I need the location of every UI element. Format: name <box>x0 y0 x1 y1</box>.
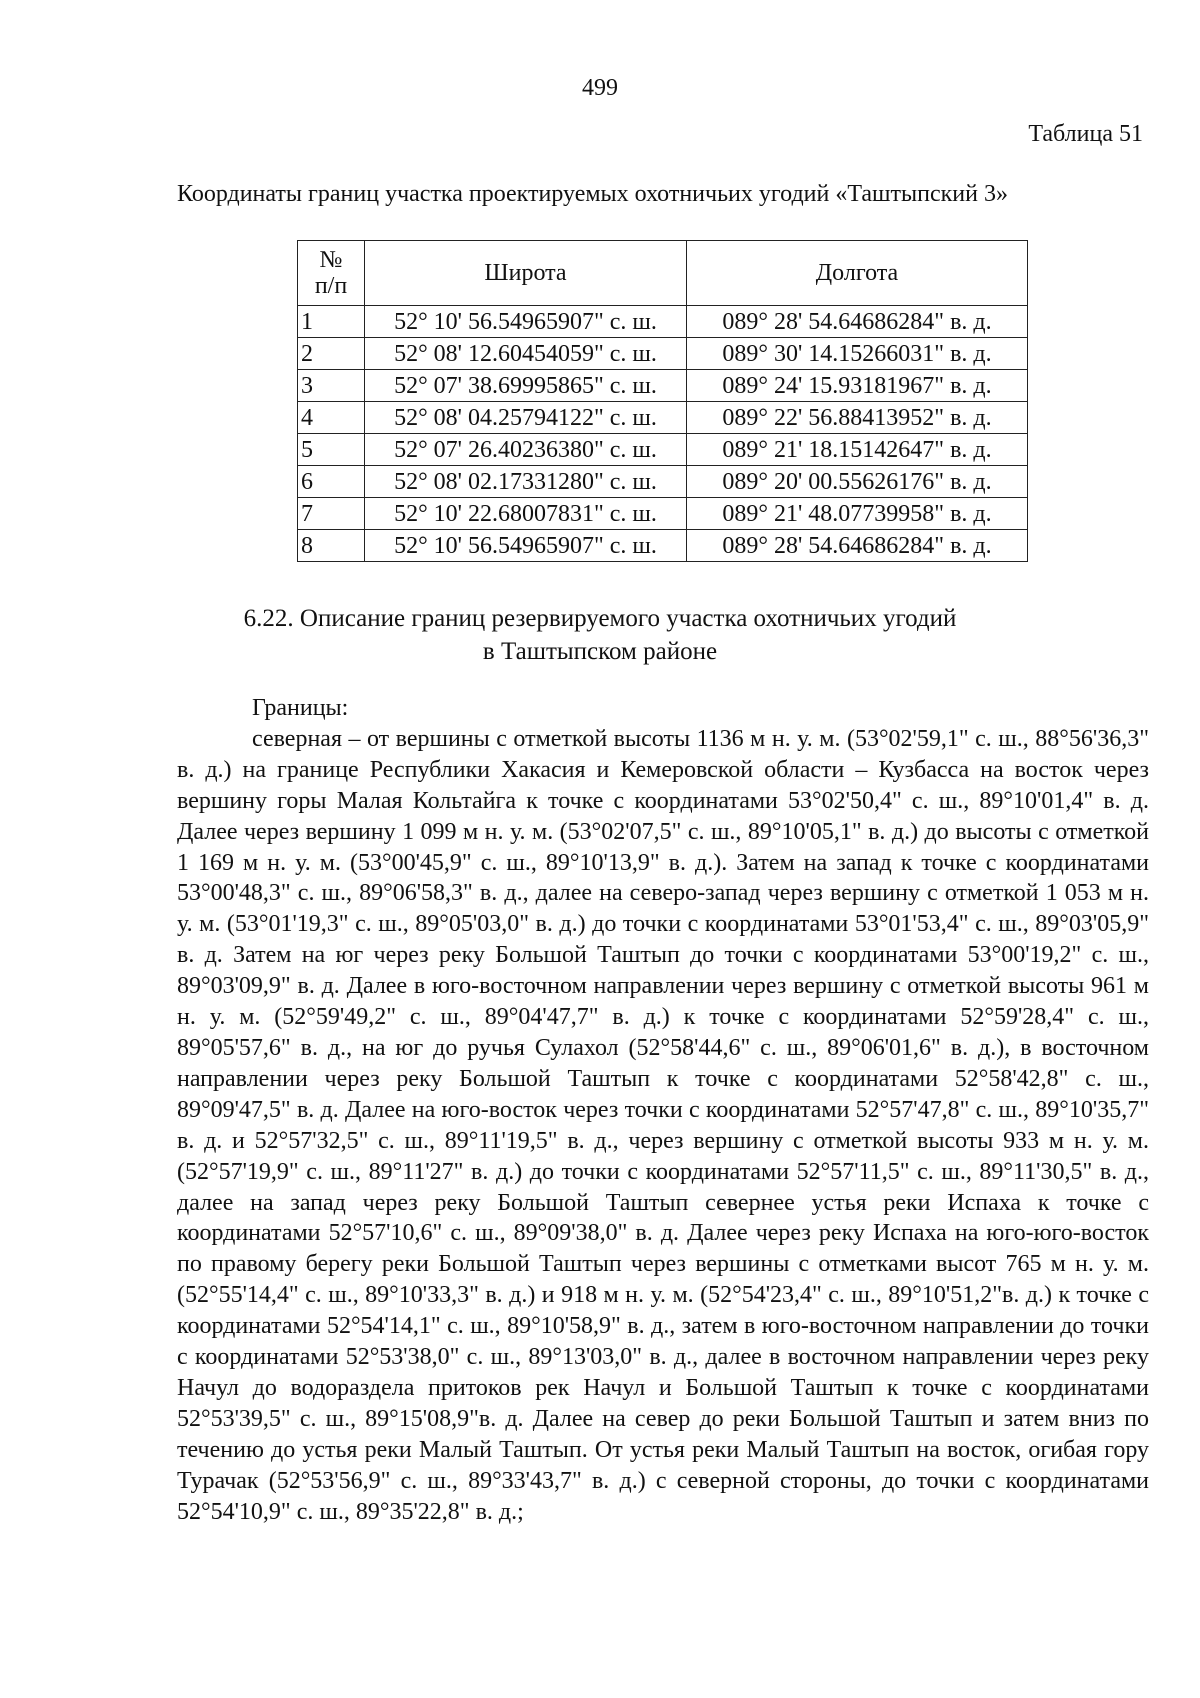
section-title-line2: в Таштыпском районе <box>482 638 718 665</box>
row-latitude: 52° 08' 02.17331280" с. ш. <box>365 466 687 498</box>
row-number: 3 <box>298 370 365 402</box>
row-latitude: 52° 10' 56.54965907" с. ш. <box>365 530 687 562</box>
row-number: 5 <box>298 434 365 466</box>
row-longitude: 089° 21' 48.07739958" в. д. <box>687 498 1028 530</box>
table-row <box>298 498 1028 530</box>
row-latitude: 52° 07' 38.69995865" с. ш. <box>365 370 687 402</box>
row-number: 8 <box>298 530 365 562</box>
row-number: 6 <box>298 466 365 498</box>
section-title <box>0 602 1200 668</box>
header-number <box>298 241 365 306</box>
body-paragraph: северная – от вершины с отметкой высоты 1136 м н. у. м. (53°02'59,1" с. ш., 88°56'36,3" в. д.) на границе Республики Хакасия и Кемеровской области – Кузбасса на восток через вершину горы Малая Кольтайга к точке с координатами 53°02'50,4" с. ш., 89°10'01,4" в. д. Далее через вершину 1 099 м н. у. м. (53°02'07,5" с. ш., 89°10'05,1" в. д.) до высоты с отметкой 1 169 м н. у. м. (53°00'45,9" с. ш., 89°10'13,9" в. д.). Затем на запад к точке с координатами 53°00'48,3" с. ш., 89°06'58,3" в. д., далее на северо-запад через вершину с отметкой 1 053 м н. у. м. (53°01'19,3" с. ш., 89°05'03,0" в. д.) до точки с координатами 53°01'53,4" с. ш., 89°03'05,9" в. д. Затем на юг через реку Большой Таштып до точки с координатами 53°00'19,2" с. ш., 89°03'09,9" в. д. Далее в юго-восточном направлении через вершину с отметкой высоты 961 м н. у. м. (52°59'49,2" с. ш., 89°04'47,7" в. д.) к точке с координатами 52°59'28,4" с. ш., 89°05'57,6" в. д., на юг до ручья Сулахол (52°58'44,6" с. ш., 89°06'01,6" в. д.), в восточном направлении через реку Большой Таштып к точке с координатами 52°58'42,8" с. ш., 89°09'47,5" в. д. Далее на юго-восток через точки с координатами 52°57'47,8" с. ш., 89°10'35,7" в. д. и 52°57'32,5" с. ш., 89°11'19,5" в. д., через вершину с отметкой высоты 933 м н. у. м. (52°57'19,9" с. ш., 89°11'27" в. д.) до точки с координатами 52°57'11,5" с. ш., 89°11'30,5" в. д., далее на запад через реку Большой Таштып севернее устья реки Испаха к точке с координатами 52°57'10,6" с. ш., 89°09'38,0" в. д. Далее через реку Испаха на юго-юго-восток по правому берегу реки Большой Таштып через вершины с отметками высот 765 м н. у. м. (52°55'14,4" с. ш., 89°10'33,3" в. д.) и 918 м н. у. м. (52°54'23,4" с. ш., 89°10'51,2"в. д.) к точке с координатами 52°54'14,1" с. ш., 89°10'58,9" в. д., затем в юго-восточном направлении до точки с координатами 52°53'38,0" с. ш., 89°13'03,0" в. д., далее в восточном направлении через реку Начул до водораздела притоков рек Начул и Большой Таштып к точке с координатами 52°53'39,5" с. ш., 89°15'08,9"в. д. Далее на север до реки Большой Таштып и затем вниз по течению до устья реки Малый Таштып. От устья реки Малый Таштып на восток, огибая гору Турачак (52°53'56,9" с. ш., 89°33'43,7" в. д.) с северной стороны, до точки с координатами 52°54'10,9" с. ш., 89°35'22,8" в. д.; <box>177 725 1149 1525</box>
row-latitude: 52° 10' 22.68007831" с. ш. <box>365 498 687 530</box>
row-number: 4 <box>298 402 365 434</box>
row-number: 7 <box>298 498 365 530</box>
row-latitude: 52° 10' 56.54965907" с. ш. <box>365 306 687 338</box>
table-row <box>298 402 1028 434</box>
page-number: 499 <box>582 75 618 101</box>
table-row <box>298 434 1028 466</box>
section-title-line1: 6.22. Описание границ резервируемого участка охотничьих угодий <box>243 605 957 632</box>
table-row <box>298 306 1028 338</box>
table-label: Таблица 51 <box>1028 121 1143 147</box>
coordinates-table <box>297 240 1028 562</box>
row-longitude: 089° 30' 14.15266031" в. д. <box>687 338 1028 370</box>
row-longitude: 089° 21' 18.15142647" в. д. <box>687 434 1028 466</box>
body-text <box>177 693 1149 1527</box>
body-heading: Границы: <box>252 695 349 721</box>
row-longitude: 089° 22' 56.88413952" в. д. <box>687 402 1028 434</box>
header-latitude: Широта <box>365 241 687 306</box>
table-row <box>298 338 1028 370</box>
row-longitude: 089° 28' 54.64686284" в. д. <box>687 530 1028 562</box>
row-longitude: 089° 24' 15.93181967" в. д. <box>687 370 1028 402</box>
row-longitude: 089° 28' 54.64686284" в. д. <box>687 306 1028 338</box>
table-header-row <box>298 241 1028 306</box>
row-latitude: 52° 08' 12.60454059" с. ш. <box>365 338 687 370</box>
header-number-abbr: п/п <box>314 273 348 299</box>
table-row <box>298 370 1028 402</box>
header-number-symbol: № <box>319 247 343 273</box>
header-longitude: Долгота <box>687 241 1028 306</box>
row-number: 1 <box>298 306 365 338</box>
row-latitude: 52° 08' 04.25794122" с. ш. <box>365 402 687 434</box>
table-row <box>298 530 1028 562</box>
row-longitude: 089° 20' 00.55626176" в. д. <box>687 466 1028 498</box>
table-caption: Координаты границ участка проектируемых охотничьих угодий «Таштыпский 3» <box>177 181 1008 207</box>
table-row <box>298 466 1028 498</box>
row-latitude: 52° 07' 26.40236380" с. ш. <box>365 434 687 466</box>
row-number: 2 <box>298 338 365 370</box>
